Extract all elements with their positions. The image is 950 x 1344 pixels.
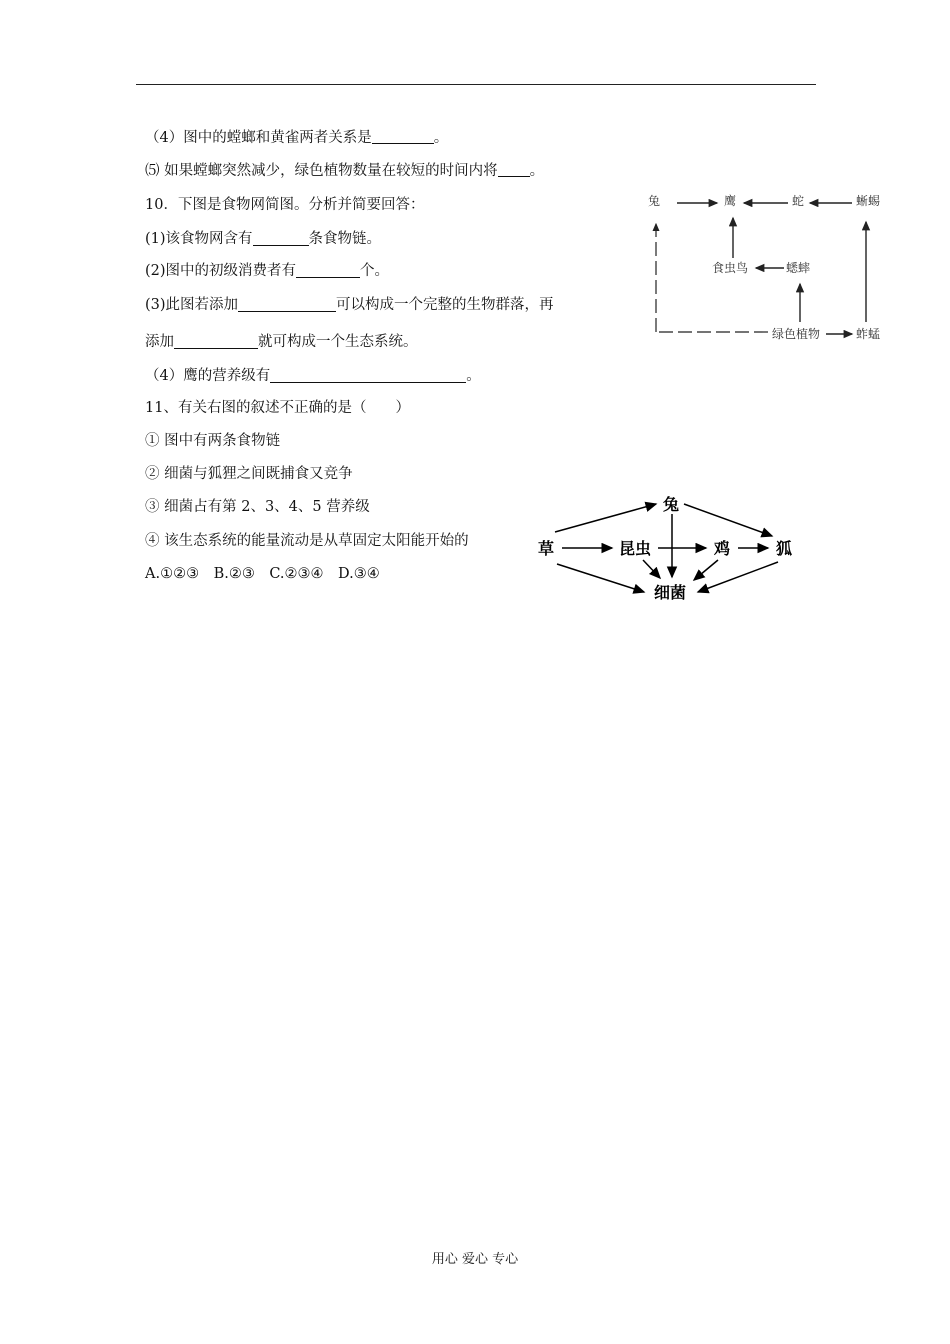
q10-part3b-text: 添加: [145, 334, 174, 350]
q10-part3b-end: 就可构成一个生态系统。: [258, 334, 418, 350]
q11-option-3: ③ 细菌占有第 2、3、4、5 营养级: [145, 499, 370, 515]
q10-part2-end: 个。: [360, 263, 390, 279]
q11-choices: A.①②③ B.②③ C.②③④ D.③④: [145, 566, 380, 582]
q11-option-4: ④ 该生态系统的能量流动是从草固定太阳能开始的: [145, 533, 469, 549]
q10-part4-end: 。: [466, 368, 481, 384]
node-rabbit-2: 兔: [663, 495, 680, 514]
node-fox: 狐: [776, 539, 793, 558]
arrow-chicken-bacteria: [694, 560, 718, 580]
node-snake: 蛇: [792, 194, 805, 208]
node-lizard: 蜥蜴: [856, 194, 881, 208]
arrow-grass-bacteria: [557, 564, 644, 592]
q9-item4-end: 。: [433, 130, 449, 146]
q9-item5-end: 。: [529, 163, 545, 179]
node-rabbit: 兔: [648, 194, 661, 208]
node-grass: 草: [538, 539, 555, 558]
arrow-grass-rabbit: [555, 504, 656, 532]
node-insect: 昆虫: [619, 539, 652, 558]
q10-stem: 10．下图是食物网简图。分析并简要回答：: [145, 197, 425, 213]
q10-part1-text: (1)该食物网含有: [145, 231, 253, 247]
q11-stem: 11、有关右图的叙述不正确的是（ ）: [145, 400, 410, 416]
node-eagle: 鹰: [724, 194, 737, 208]
q11-option-2: ② 细菌与狐狸之间既捕食又竞争: [145, 466, 353, 482]
q9-item5-text: ⑸ 如果螳螂突然减少，绿色植物数量在较短的时间内将: [145, 163, 498, 179]
q10-part3-end: 可以构成一个完整的生物群落，再: [336, 297, 554, 313]
q10-part2-text: (2)图中的初级消费者有: [145, 263, 297, 279]
node-bacteria: 细菌: [654, 583, 687, 602]
q9-item4-text: （4）图中的螳螂和黄雀两者关系是: [145, 130, 372, 146]
node-insectivorous-bird: 食虫鸟: [712, 261, 749, 275]
q10-part1-end: 条食物链。: [308, 231, 382, 247]
node-chicken: 鸡: [714, 539, 731, 558]
food-web-diagram-q11: [0, 0, 950, 620]
page-footer: 用心 爱心 专心: [431, 1252, 519, 1267]
arrow-insect-bacteria: [643, 560, 660, 578]
arrow-rabbit-fox: [684, 504, 772, 536]
node-grasshopper: 蚱蜢: [856, 327, 881, 341]
node-cricket: 蟋蟀: [786, 261, 811, 275]
node-green-plant: 绿色植物: [772, 327, 821, 341]
q11-option-1: ① 图中有两条食物链: [145, 433, 281, 449]
q10-part4-text: （4）鹰的营养级有: [145, 368, 271, 384]
q10-part3-text: (3)此图若添加: [145, 297, 239, 313]
